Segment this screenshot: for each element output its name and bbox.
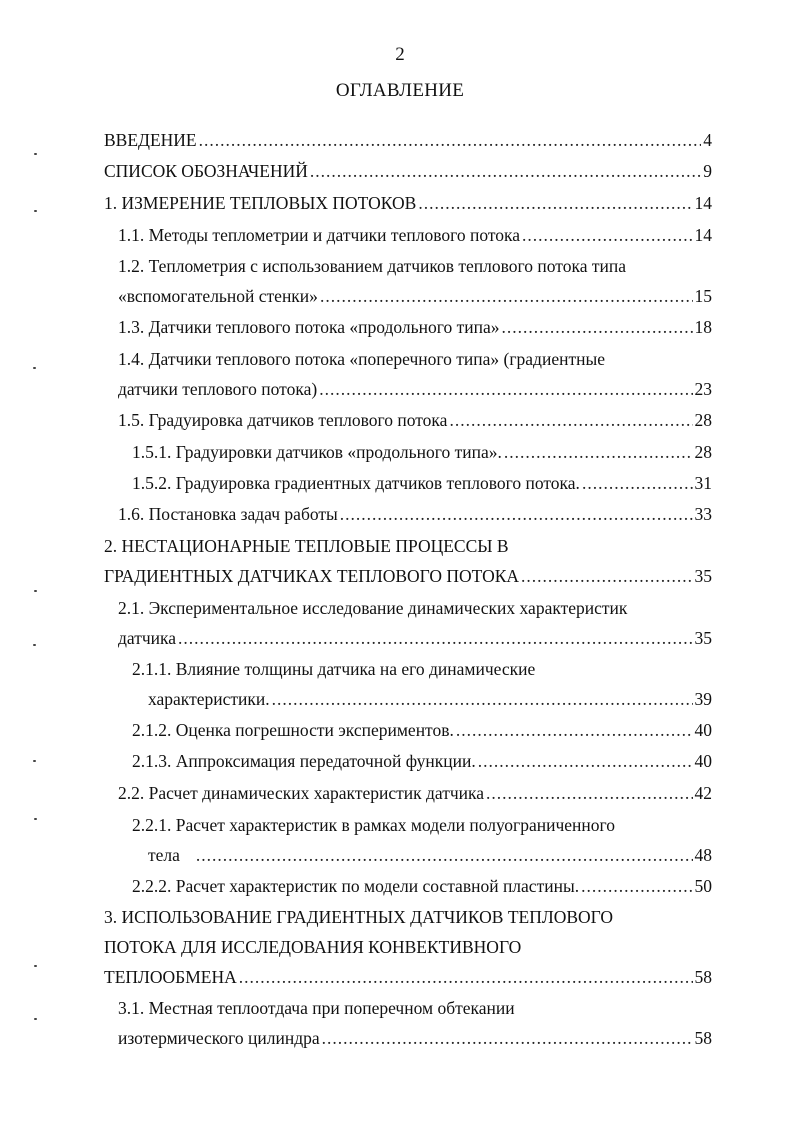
toc-entry-1-4-line1[interactable] xyxy=(118,348,712,370)
toc-leader-dots xyxy=(178,627,692,649)
toc-entry-1-2-line2[interactable] xyxy=(118,285,712,307)
toc-entry-page: 14 xyxy=(694,225,712,245)
toc-entry-1-1[interactable] xyxy=(118,224,712,246)
toc-entry-text: 2.2. Расчет динамических характеристик датчика xyxy=(118,783,485,803)
toc-leader-dots xyxy=(582,472,693,494)
toc-leader-dots xyxy=(504,441,693,463)
toc-entry-text: 3. ИСПОЛЬЗОВАНИЕ ГРАДИЕНТНЫХ ДАТЧИКОВ ТЕПЛОВОГО xyxy=(104,907,613,927)
toc-leader-dots xyxy=(310,160,701,182)
scan-mark xyxy=(34,590,37,592)
toc-entry-text-cont: датчики теплового потока) xyxy=(118,379,318,399)
toc-entry-1-5-1[interactable] xyxy=(132,441,712,463)
toc-entry-page: 42 xyxy=(694,783,712,803)
scan-mark xyxy=(33,760,36,762)
toc-entry-page: 28 xyxy=(694,442,712,462)
toc-leader-dots xyxy=(199,129,702,151)
toc-entry-2-2-1-line1[interactable] xyxy=(132,814,712,836)
toc-entry-text-cont: ТЕПЛООБМЕНА xyxy=(104,967,237,987)
toc-entry-text: 1.6. Постановка задач работы xyxy=(118,504,338,524)
toc-entry-text: 2.1.2. Оценка погрешности экспериментов. xyxy=(132,720,454,740)
toc-leader-dots xyxy=(456,719,693,741)
toc-entry-2-2-2[interactable] xyxy=(132,875,712,897)
toc-leader-dots xyxy=(320,285,693,307)
toc-entry-1-6[interactable] xyxy=(118,503,712,525)
toc-entry-page: 48 xyxy=(694,845,712,865)
toc-entry-2-1-line1[interactable] xyxy=(118,597,712,619)
toc-entry-1-2-line1[interactable] xyxy=(118,255,712,277)
scan-mark xyxy=(33,644,36,646)
toc-entry-1-5-2[interactable] xyxy=(132,472,712,494)
toc-entry-text-cont: тела xyxy=(148,845,180,865)
toc-entry-page: 58 xyxy=(694,967,712,987)
toc-entry-text: 1.5.2. Градуировка градиентных датчиков теплового потока. xyxy=(132,473,580,493)
toc-leader-dots xyxy=(486,782,692,804)
toc-entry-2-1-1-line2[interactable] xyxy=(148,688,712,710)
toc-entry-chapter-3-line3[interactable] xyxy=(104,966,712,988)
toc-entry-page: 50 xyxy=(694,876,712,896)
scan-mark xyxy=(34,965,37,967)
toc-entry-page: 35 xyxy=(694,566,712,586)
toc-leader-dots xyxy=(521,565,692,587)
toc-entry-page: 9 xyxy=(703,161,712,181)
toc-entry-text: 2.1.3. Аппроксимация передаточной функции. xyxy=(132,751,476,771)
toc-leader-dots xyxy=(322,1027,693,1049)
toc-entry-introduction[interactable] xyxy=(104,129,712,151)
toc-entry-text: 2.1. Экспериментальное исследование динамических характеристик xyxy=(118,598,628,618)
toc-entry-page: 28 xyxy=(694,410,712,430)
toc-entry-page: 31 xyxy=(694,473,712,493)
page-number: 2 xyxy=(395,44,405,65)
toc-entry-1-5[interactable] xyxy=(118,409,712,431)
toc-entry-text: 1.3. Датчики теплового потока «продольного типа» xyxy=(118,317,500,337)
toc-leader-dots xyxy=(196,844,693,866)
toc-entry-text: 2.2.1. Расчет характеристик в рамках модели полуограниченного xyxy=(132,815,615,835)
toc-entry-2-1-line2[interactable] xyxy=(118,627,712,649)
toc-leader-dots xyxy=(502,316,693,338)
toc-entry-text: 1.5.1. Градуировки датчиков «продольного типа». xyxy=(132,442,502,462)
toc-leader-dots xyxy=(478,750,693,772)
toc-leader-dots xyxy=(340,503,693,525)
toc-entry-text-cont: изотермического цилиндра xyxy=(118,1028,320,1048)
toc-entry-page: 35 xyxy=(694,628,712,648)
scan-mark xyxy=(33,367,36,369)
toc-leader-dots xyxy=(522,224,692,246)
toc-entry-page: 40 xyxy=(694,751,712,771)
toc-entry-text: 2.1.1. Влияние толщины датчика на его динамические xyxy=(132,659,536,679)
toc-entry-page: 40 xyxy=(694,720,712,740)
toc-entry-2-1-2[interactable] xyxy=(132,719,712,741)
toc-entry-chapter-3-line2[interactable] xyxy=(104,936,712,958)
toc-entry-text: 1.5. Градуировка датчиков теплового потока xyxy=(118,410,448,430)
toc-entry-2-2[interactable] xyxy=(118,782,712,804)
toc-entry-chapter-1[interactable] xyxy=(104,192,712,214)
toc-entry-text-cont: ГРАДИЕНТНЫХ ДАТЧИКАХ ТЕПЛОВОГО ПОТОКА xyxy=(104,566,520,586)
toc-entry-page: 4 xyxy=(703,130,712,150)
scan-mark xyxy=(34,818,37,820)
toc-entry-page: 14 xyxy=(694,193,712,213)
toc-entry-1-4-line2[interactable] xyxy=(118,378,712,400)
page-title: ОГЛАВЛЕНИЕ xyxy=(335,80,465,101)
toc-entry-page: 15 xyxy=(694,286,712,306)
toc-entry-page: 23 xyxy=(694,379,712,399)
toc-entry-text: 1.4. Датчики теплового потока «поперечного типа» (градиентные xyxy=(118,349,605,369)
toc-entry-3-1-line1[interactable] xyxy=(118,997,712,1019)
toc-entry-3-1-line2[interactable] xyxy=(118,1027,712,1049)
toc-leader-dots xyxy=(272,688,693,710)
scan-mark xyxy=(34,210,37,212)
toc-entry-text: 1. ИЗМЕРЕНИЕ ТЕПЛОВЫХ ПОТОКОВ xyxy=(104,193,417,213)
toc-entry-2-2-1-line2[interactable] xyxy=(148,844,712,866)
toc-entry-2-1-1-line1[interactable] xyxy=(132,658,712,680)
toc-entry-text-cont: «вспомогательной стенки» xyxy=(118,286,318,306)
toc-entry-text: 2. НЕСТАЦИОНАРНЫЕ ТЕПЛОВЫЕ ПРОЦЕССЫ В xyxy=(104,536,509,556)
toc-leader-dots xyxy=(449,409,692,431)
toc-entry-text-cont: характеристики. xyxy=(148,689,270,709)
toc-entry-text: ВВЕДЕНИЕ xyxy=(104,130,197,150)
toc-leader-dots xyxy=(581,875,692,897)
toc-entry-2-1-3[interactable] xyxy=(132,750,712,772)
toc-entry-page: 39 xyxy=(694,689,712,709)
toc-entry-chapter-2-line1[interactable] xyxy=(104,535,712,557)
toc-entry-page: 18 xyxy=(694,317,712,337)
toc-entry-text: 2.2.2. Расчет характеристик по модели составной пластины. xyxy=(132,876,580,896)
toc-entry-page: 33 xyxy=(694,504,712,524)
toc-entry-text: СПИСОК ОБОЗНАЧЕНИЙ xyxy=(104,161,308,181)
toc-entry-text-cont: ПОТОКА ДЛЯ ИССЛЕДОВАНИЯ КОНВЕКТИВНОГО xyxy=(104,937,522,957)
toc-entry-notation[interactable] xyxy=(104,160,712,182)
toc-entry-text-cont: датчика xyxy=(118,628,177,648)
toc-entry-page: 58 xyxy=(694,1028,712,1048)
toc-entry-1-3[interactable] xyxy=(118,316,712,338)
toc-entry-text: 1.1. Методы теплометрии и датчики теплового потока xyxy=(118,225,521,245)
toc-leader-dots xyxy=(239,966,693,988)
toc-entry-chapter-2-line2[interactable] xyxy=(104,565,712,587)
toc-leader-dots xyxy=(319,378,692,400)
scan-mark xyxy=(34,1018,37,1020)
toc-leader-dots xyxy=(418,192,692,214)
toc-entry-text: 1.2. Теплометрия с использованием датчиков теплового потока типа xyxy=(118,256,626,276)
scan-mark xyxy=(34,153,37,155)
toc-entry-chapter-3-line1[interactable] xyxy=(104,906,712,928)
toc-entry-text: 3.1. Местная теплоотдача при поперечном обтекании xyxy=(118,998,515,1018)
